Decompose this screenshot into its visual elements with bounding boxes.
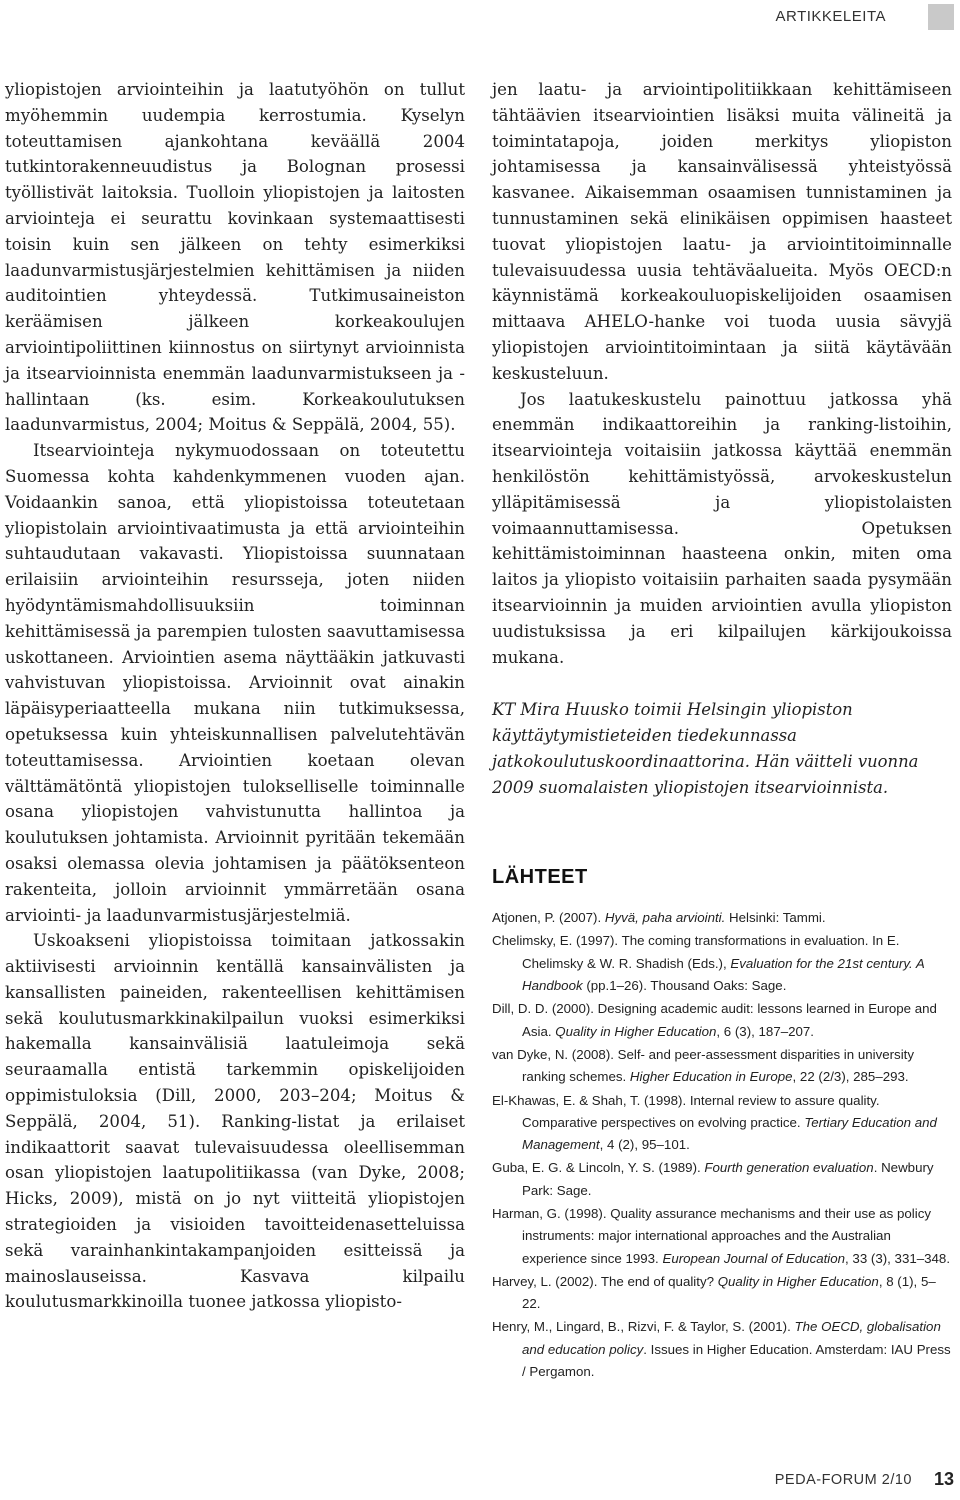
body-paragraph: yliopistojen arviointeihin ja laatutyöhön on tullut myöhemmin uudempia kerrostumia. Kyselyn toteuttamisen ajankohtana keväällä 2004 tutkintorakenneuudistus ja Bolognan prosessi työllistivät laitoksia. Tuolloin yliopistojen ja laitosten arviointeja ei seurattu kovinkaan systemaattisesti toisin kuin sen jälkeen on tehty esimerkiksi laadunvarmistusjärjestelmien kehittämisen ja niiden auditointien yhteydessä. Tutkimusaineiston keräämisen jälkeen korkeakoulujen arviointipoliittinen kiinnostus on siirtynyt arvioinnista ja itsearvioinnista enemmän laadunvarmistukseen ja -hallintaan (ks. esim. Korkeakoulutuksen laadunvarmistus, 2004; Moitus & Seppälä, 2004, 55).	[5, 80, 465, 435]
body-paragraph: Uskoakseni yliopistoissa toimitaan jatkossakin aktiivisesti arvioinnin kentällä kansainvälisten ja kansallisten paineiden, rakenteellisen kehittämisen sekä koulutusmarkkinakilpailun vuoksi esimerkiksi hakemalla kansainvälisiä laatuleimoja sekä seuraamalla entistä tarkemmin opiskelijoiden oppimistuloksia (Dill, 2000, 203–204; Moitus & Seppälä, 2004, 51). Ranking-listat ja erilaiset indikaattorit saavat tulevaisuudessa oleellisemman osan yliopistojen laatupolitiikassa (van Dyke, 2008; Hicks, 2009), mistä on jo nyt viitteitä yliopistojen strategioiden ja visioiden tavoitteidenasetteluissa sekä varainhankintakampanjoiden esitteissä ja mainoslauseissa. Kasvava kilpailu koulutusmarkkinoilla tuonee jatkossa yliopisto-	[5, 931, 465, 1312]
reference-item: Harman, G. (1998). Quality assurance mechanisms and their use as policy instruments: major international approaches and the Australian experience since 1993. European Journal of Education, 33 (3), 331–348.	[492, 1205, 951, 1266]
reference-item: El-Khawas, E. & Shah, T. (1998). Internal review to assure quality. Comparative perspectives on evolving practice. Tertiary Education and Management, 4 (2), 95–101.	[492, 1092, 937, 1153]
page-number: 13	[933, 1469, 954, 1489]
reference-item: Henry, M., Lingard, B., Rizvi, F. & Taylor, S. (2001). The OECD, globalisation and education policy. Issues in Higher Education. Amsterdam: IAU Press / Pergamon.	[492, 1319, 951, 1380]
reference-item: Dill, D. D. (2000). Designing academic audit: lessons learned in Europe and Asia. Quality in Higher Education, 6 (3), 187–207.	[492, 1001, 937, 1039]
reference-item: Harvey, L. (2002). The end of quality? Quality in Higher Education, 8 (1), 5–22.	[492, 1273, 936, 1312]
right-column	[492, 77, 952, 1384]
references-list	[492, 907, 952, 1383]
author-bio: KT Mira Huusko toimii Helsingin yliopiston käyttäytymistieteiden tiedekunnassa jatkokoulutuskoordinaattorina. Hän väitteli vuonna 2009 suomalaisten yliopistojen itsearvioinnista.	[492, 700, 919, 798]
section-label: ARTIKKELEITA	[775, 8, 886, 25]
left-column	[5, 77, 465, 1315]
reference-item: van Dyke, N. (2008). Self- and peer-assessment disparities in university ranking schemes. Higher Education in Europe, 22 (2/3), 285–293.	[492, 1046, 914, 1085]
body-paragraph: Jos laatukeskustelu painottuu jatkossa yhä enemmän indikaattoreihin ja ranking-listoihin, itsearviointeja voitaisiin jatkossa käyttää enemmän henkilöstön kehittämistyössä, arvokeskustelun ylläpitämisessä ja yliopistolaisten voimaannuttamisessa. Opetuksen kehittämistoiminnan haasteena onkin, miten oma laitos ja yliopisto voitaisiin parhaiten saada pysymään itsearvioinnin ja muiden arviointien avulla yliopiston uudistuksissa ja eri kilpailujen kärkijoukoissa mukana.	[492, 389, 952, 667]
reference-item: Guba, E. G. & Lincoln, Y. S. (1989). Fourth generation evaluation. Newbury Park: Sage.	[492, 1160, 934, 1198]
header-decoration	[928, 4, 954, 30]
body-paragraph: jen laatu- ja arviointipolitiikkaan kehittämiseen tähtäävien itsearviointien lisäksi muita välineitä ja toimintatapoja, joiden merkitys yliopiston johtamisessa ja kansainvälisessä yhteistyössä kasvanee. Aikaisemman osaamisen tunnistaminen ja tunnustaminen sekä elinikäisen oppimisen haasteet tuovat yliopistojen laatu- ja arviointitoiminnalle tulevaisuudessa uusia tehtäväalueita. Myös OECD:n käynnistämä korkeakouluopiskelijoiden osaamisen mittaava AHELO-hanke voi tuoda uusia sävyjä yliopistojen arviointitoimintaan ja siitä käytävään keskusteluun.	[492, 80, 952, 383]
references-heading: LÄHTEET	[492, 866, 588, 889]
reference-item: Chelimsky, E. (1997). The coming transformations in evaluation. In E. Chelimsky & W. R. Shadish (Eds.), Evaluation for the 21st century. A Handbook (pp.1–26). Thousand Oaks: Sage.	[492, 933, 925, 994]
reference-item: Atjonen, P. (2007). Hyvä, paha arviointi. Helsinki: Tammi.	[492, 910, 826, 926]
journal-issue: PEDA-FORUM 2/10	[774, 1472, 912, 1488]
body-paragraph: Itsearviointeja nykymuodossaan on toteutettu Suomessa kohta kahdenkymmenen vuoden ajan. Voidaankin sanoa, että yliopistoissa toteutetaan yliopistolain arviointivaatimusta ja että arviointeihin suhtaudutaan vakavasti. Yliopistoissa suunnataan erilaisiin arviointeihin resursseja, joten niiden hyödyntämismahdollisuuksiin toiminnan kehittämisessä ja parempien tulosten saavuttamisessa uskottaneen. Arviointien asema näyttääkin jatkuvasti vahvistuvan yliopistoissa. Arvioinnit ovat ainakin läpäisyperiaatteella mukana niin tutkimuksessa, opetuksessa kuin yhteiskunnallisen palvelutehtävän toteuttamisessa. Arviointien koetaan olevan välttämätöntä yliopistojen tulokselliselle toiminnalle osana yliopistojen vahvistunutta hallintoa ja koulutuksen johtamista. Arvioinnit pyritään tekemään osaksi olemassa olevia johtamisen ja päätöksenteon rakenteita, jolloin arvioinnit ymmärretään osana arviointi- ja laadunvarmistusjärjestelmiä.	[5, 441, 465, 925]
